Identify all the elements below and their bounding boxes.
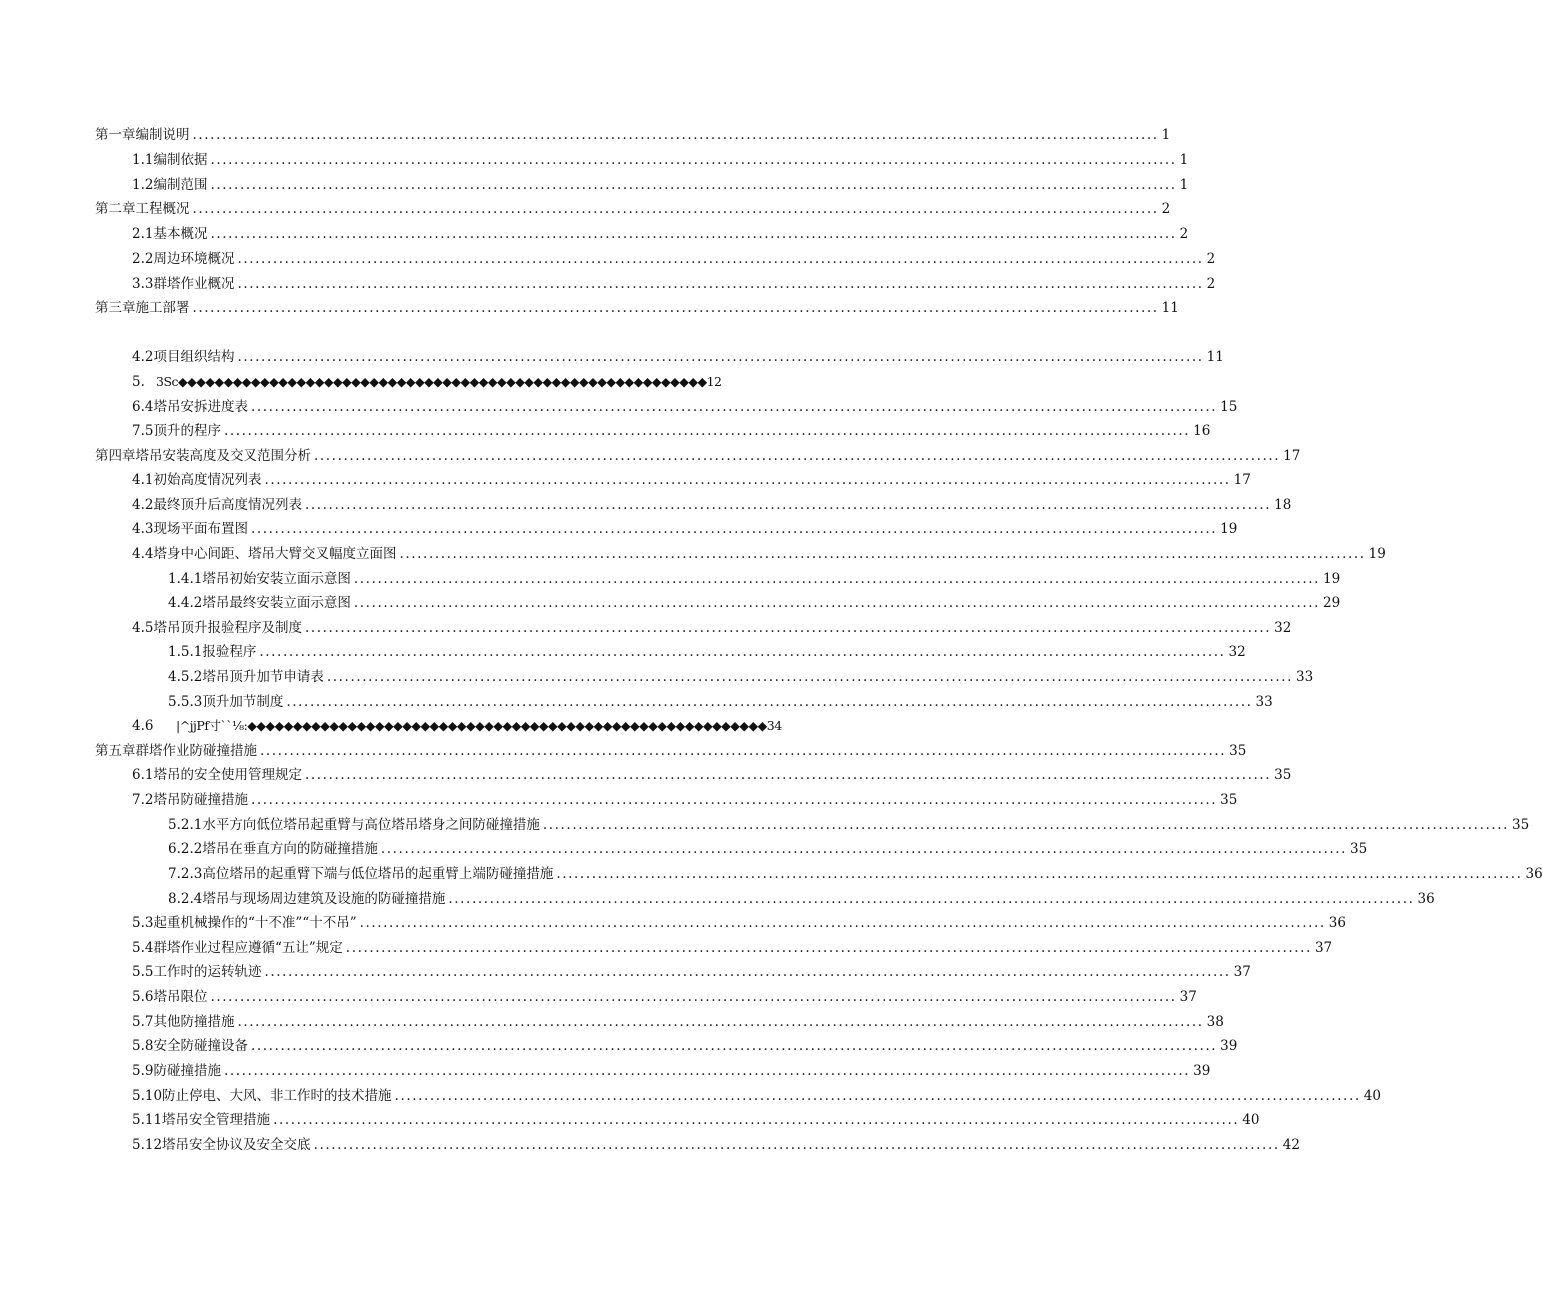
toc-page: 16 <box>1193 423 1211 439</box>
toc-entry-garbled[interactable] <box>132 370 790 394</box>
toc-entry[interactable] <box>132 1059 1211 1083</box>
toc-entry[interactable] <box>132 272 1216 296</box>
toc-page: 36 <box>1525 866 1543 882</box>
toc-leader: .................................................................................................................................................................... <box>223 1063 1191 1079</box>
toc-title: 第三章施工部署 <box>95 300 190 316</box>
toc-title: 2.1基本概况 <box>132 226 208 242</box>
toc-page: 1 <box>1179 152 1189 168</box>
toc-page: 36 <box>1328 915 1346 931</box>
toc-number: 4.6 <box>132 718 154 734</box>
toc-entry[interactable] <box>132 542 1386 566</box>
toc-entry[interactable] <box>132 936 1333 960</box>
toc-page: 42 <box>1282 1137 1300 1153</box>
toc-page: 19 <box>1220 521 1238 537</box>
toc-entry[interactable] <box>168 665 1314 689</box>
toc-number: 2. <box>132 251 145 267</box>
toc-page: 37 <box>1179 989 1197 1005</box>
toc-title: 4.1塔吊初始安装立面示意图 <box>180 571 351 587</box>
toc-number: 1. <box>168 644 181 660</box>
toc-leader: .................................................................................................................................................................... <box>223 423 1191 439</box>
toc-number: 8. <box>168 891 181 907</box>
toc-entry[interactable] <box>95 197 1171 221</box>
toc-title: 第五章群塔作业防碰撞措施 <box>95 743 257 759</box>
toc-leader: .................................................................................................................................................................... <box>359 915 1326 931</box>
toc-page: 19 <box>1323 571 1341 587</box>
toc-page: 11 <box>1161 300 1179 316</box>
toc-page: 32 <box>1228 644 1246 660</box>
toc-page: 39 <box>1193 1063 1211 1079</box>
toc-title: 2.4塔吊与现场周边建筑及设施的防碰撞措施 <box>180 891 446 907</box>
toc-entry[interactable] <box>132 517 1238 541</box>
toc-page: 17 <box>1283 448 1301 464</box>
toc-number: 5. <box>168 694 181 710</box>
toc-leader: .................................................................................................................................................................... <box>192 201 1159 217</box>
toc-title: 5.9防碰撞措施 <box>132 1063 221 1079</box>
toc-entry[interactable] <box>132 419 1211 443</box>
toc-number: 1. <box>132 152 145 168</box>
toc-page: 40 <box>1242 1112 1260 1128</box>
toc-leader: .................................................................................................................................................................... <box>286 694 1253 710</box>
toc-title: 3Sc◆◆◆◆◆◆◆◆◆◆◆◆◆◆◆◆◆◆◆◆◆◆◆◆◆◆◆◆◆◆◆◆◆◆◆◆◆◆◆◆◆◆◆◆◆◆◆◆◆◆◆◆◆◆◆◆◆◆12 <box>156 374 722 389</box>
toc-page: 35 <box>1220 792 1238 808</box>
toc-title: 5.10防止停电、大风、非工作时的技术措施 <box>132 1088 392 1104</box>
toc-page: 2 <box>1206 276 1216 292</box>
toc-title: 3群塔作业概况 <box>144 276 235 292</box>
toc-title: 工作时的运转轨迹 <box>153 964 262 980</box>
toc-page: 2 <box>1161 201 1171 217</box>
toc-title: 第四章塔吊安装高度及交叉范围分析 <box>95 448 311 464</box>
toc-entry[interactable] <box>132 345 1224 369</box>
toc-page: 18 <box>1274 497 1292 513</box>
toc-title: 5.3顶升加节制度 <box>180 694 284 710</box>
toc-leader: .................................................................................................................................................................... <box>250 521 1218 537</box>
toc-number: 1. <box>168 571 181 587</box>
toc-leader: .................................................................................................................................................................... <box>210 177 1177 193</box>
toc-page: 17 <box>1233 472 1251 488</box>
toc-page: 29 <box>1323 595 1341 611</box>
toc-entry[interactable] <box>132 493 1292 517</box>
toc-number: 6. <box>132 767 145 783</box>
toc-entry-garbled[interactable] <box>132 714 790 738</box>
toc-title: 第一章编制说明 <box>95 127 190 143</box>
toc-title: 4.3现场平面布置图 <box>132 521 248 537</box>
toc-entry[interactable] <box>168 887 1435 911</box>
toc-entry[interactable] <box>168 837 1368 861</box>
toc-entry[interactable] <box>132 788 1238 812</box>
toc-title: 4.5塔吊顶升报验程序及制度 <box>132 620 302 636</box>
toc-title: 4.2塔吊最终安装立面示意图 <box>180 595 351 611</box>
toc-page: 33 <box>1296 669 1314 685</box>
toc-page: 35 <box>1350 841 1368 857</box>
toc-number: 5.4 <box>132 940 154 956</box>
toc-number: 6. <box>132 399 145 415</box>
toc-title: 5.2塔吊顶升加节申请表 <box>180 669 324 685</box>
toc-entry[interactable] <box>168 591 1341 615</box>
toc-number: 5.6 <box>132 989 154 1005</box>
toc-entry[interactable] <box>132 763 1292 787</box>
toc-title: 2塔吊防碰撞措施 <box>144 792 248 808</box>
toc-leader: .................................................................................................................................................................... <box>250 792 1218 808</box>
toc-leader: .................................................................................................................................................................... <box>314 448 1281 464</box>
toc-entry[interactable] <box>168 690 1273 714</box>
toc-page: 36 <box>1417 891 1435 907</box>
toc-title: 5.12塔吊安全协议及安全交底 <box>132 1137 311 1153</box>
toc-page: 1 <box>1179 177 1189 193</box>
toc-leader: .................................................................................................................................................................... <box>313 1137 1280 1153</box>
toc-number: 5. <box>132 374 145 390</box>
toc-leader: .................................................................................................................................................................... <box>264 472 1231 488</box>
toc-leader: .................................................................................................................................................................... <box>237 1014 1204 1030</box>
toc-number: 4. <box>132 546 145 562</box>
toc-leader: .................................................................................................................................................................... <box>259 644 1226 660</box>
toc-title: 1塔吊的安全使用管理规定 <box>144 767 302 783</box>
toc-entry[interactable] <box>132 985 1197 1009</box>
toc-entry[interactable] <box>168 813 1530 837</box>
toc-page: 33 <box>1255 694 1273 710</box>
toc-page: 35 <box>1512 817 1530 833</box>
toc-entry[interactable] <box>95 296 1179 320</box>
toc-entry[interactable] <box>168 862 1543 886</box>
toc-entry[interactable] <box>132 1010 1224 1034</box>
toc-number: 7. <box>132 423 145 439</box>
toc-page: 19 <box>1368 546 1386 562</box>
toc-number: 7. <box>132 792 145 808</box>
toc-title: 塔吊限位 <box>153 989 208 1005</box>
toc-page: 38 <box>1206 1014 1224 1030</box>
toc-number: 6. <box>168 841 181 857</box>
toc-entry[interactable] <box>95 444 1301 468</box>
toc-leader: .................................................................................................................................................................... <box>260 743 1227 759</box>
toc-title: 其他防撞措施 <box>153 1014 235 1030</box>
toc-leader: .................................................................................................................................................................... <box>273 1112 1240 1128</box>
toc-leader: .................................................................................................................................................................... <box>250 399 1218 415</box>
toc-page: 11 <box>1206 349 1224 365</box>
toc-leader: .................................................................................................................................................................... <box>237 349 1204 365</box>
toc-leader: .................................................................................................................................................................... <box>353 595 1321 611</box>
toc-leader: .................................................................................................................................................................... <box>192 300 1159 316</box>
toc-leader: .................................................................................................................................................................... <box>542 817 1510 833</box>
toc-entry[interactable] <box>95 739 1247 763</box>
toc-entry[interactable] <box>132 148 1189 172</box>
toc-leader: .................................................................................................................................................................... <box>237 276 1204 292</box>
toc-number: 5.5 <box>132 964 154 980</box>
toc-title: 1.2编制范围 <box>132 177 208 193</box>
toc-entry[interactable] <box>132 960 1251 984</box>
toc-leader: .................................................................................................................................................................... <box>210 152 1177 168</box>
toc-page: 15 <box>1220 399 1238 415</box>
toc-entry[interactable] <box>168 567 1341 591</box>
toc-leader: .................................................................................................................................................................... <box>304 767 1272 783</box>
toc-title: 5.1报验程序 <box>180 644 257 660</box>
toc-entry[interactable] <box>132 1133 1300 1157</box>
toc-leader: .................................................................................................................................................................... <box>345 940 1312 956</box>
toc-entry[interactable] <box>168 640 1246 664</box>
toc-page: 2 <box>1206 251 1216 267</box>
toc-entry[interactable] <box>132 1108 1260 1132</box>
toc-title: 5顶升的程序 <box>144 423 221 439</box>
toc-entry[interactable] <box>132 468 1251 492</box>
toc-leader: .................................................................................................................................................................... <box>353 571 1321 587</box>
toc-page: 37 <box>1233 964 1251 980</box>
toc-title: 4.1初始高度情况列表 <box>132 472 262 488</box>
toc-title: 4塔身中心间距、塔吊大臂交叉幅度立面图 <box>144 546 397 562</box>
toc-leader: .................................................................................................................................................................... <box>237 251 1204 267</box>
toc-number: 5. <box>168 817 181 833</box>
toc-title: 2项目组织结构 <box>144 349 235 365</box>
toc-entry[interactable] <box>132 1084 1381 1108</box>
toc-entry[interactable] <box>95 123 1171 147</box>
toc-title: 2.1水平方向低位塔吊起重臂与高位塔吊塔身之间防碰撞措施 <box>180 817 540 833</box>
toc-title: 安全防碰撞设备 <box>153 1038 248 1054</box>
toc-entry[interactable] <box>132 616 1292 640</box>
toc-leader: .................................................................................................................................................................... <box>326 669 1294 685</box>
toc-leader: .................................................................................................................................................................... <box>399 546 1366 562</box>
toc-number: 5.8 <box>132 1038 154 1054</box>
toc-number: 7. <box>168 866 181 882</box>
toc-page: 39 <box>1220 1038 1238 1054</box>
toc-number: 4. <box>168 669 181 685</box>
toc-leader: .................................................................................................................................................................... <box>394 1088 1361 1104</box>
toc-number: 5.3 <box>132 915 154 931</box>
toc-leader: .................................................................................................................................................................... <box>556 866 1523 882</box>
toc-title: 起重机械操作的“十不准”“十不吊” <box>153 915 357 931</box>
toc-title: 4.2最终顶升后高度情况列表 <box>132 497 302 513</box>
toc-page: 40 <box>1363 1088 1381 1104</box>
toc-title: 2.2塔吊在垂直方向的防碰撞措施 <box>180 841 378 857</box>
toc-entry[interactable] <box>132 911 1346 935</box>
toc-entry[interactable] <box>132 173 1189 197</box>
toc-leader: .................................................................................................................................................................... <box>192 127 1159 143</box>
toc-title: 4塔吊安拆进度表 <box>144 399 248 415</box>
toc-title: 第二章工程概况 <box>95 201 190 217</box>
toc-leader: .................................................................................................................................................................... <box>380 841 1348 857</box>
toc-entry[interactable] <box>132 222 1189 246</box>
toc-title: 群塔作业过程应遵循“五让”规定 <box>153 940 343 956</box>
toc-page: 32 <box>1274 620 1292 636</box>
toc-entry[interactable] <box>132 247 1216 271</box>
toc-entry[interactable] <box>132 1034 1238 1058</box>
toc-title: 1编制依据 <box>144 152 208 168</box>
toc-title: |^jjPf寸``⅛:◆◆◆◆◆◆◆◆◆◆◆◆◆◆◆◆◆◆◆◆◆◆◆◆◆◆◆◆◆◆◆◆◆◆◆◆◆◆◆◆◆◆◆◆◆◆◆◆◆◆◆◆◆◆◆◆◆34 <box>176 718 782 733</box>
toc-leader: .................................................................................................................................................................... <box>250 1038 1218 1054</box>
toc-page: 1 <box>1161 127 1171 143</box>
toc-title: 5.11塔吊安全管理措施 <box>132 1112 271 1128</box>
toc-page: 2 <box>1179 226 1189 242</box>
toc-title: 2周边环境概况 <box>144 251 235 267</box>
toc-leader: .................................................................................................................................................................... <box>448 891 1415 907</box>
toc-number: 4. <box>168 595 181 611</box>
toc-leader: .................................................................................................................................................................... <box>264 964 1231 980</box>
toc-number: 3. <box>132 276 145 292</box>
toc-leader: .................................................................................................................................................................... <box>304 497 1272 513</box>
toc-leader: .................................................................................................................................................................... <box>210 226 1177 242</box>
toc-page: 37 <box>1314 940 1333 956</box>
toc-number: 5.7 <box>132 1014 154 1030</box>
toc-entry[interactable] <box>132 395 1238 419</box>
toc-page: 35 <box>1274 767 1292 783</box>
toc-leader: .................................................................................................................................................................... <box>304 620 1272 636</box>
toc-leader: .................................................................................................................................................................... <box>210 989 1177 1005</box>
toc-number: 4. <box>132 349 145 365</box>
toc-title: 2.3高位塔吊的起重臂下端与低位塔吊的起重臂上端防碰撞措施 <box>180 866 554 882</box>
toc-page: 35 <box>1229 743 1247 759</box>
